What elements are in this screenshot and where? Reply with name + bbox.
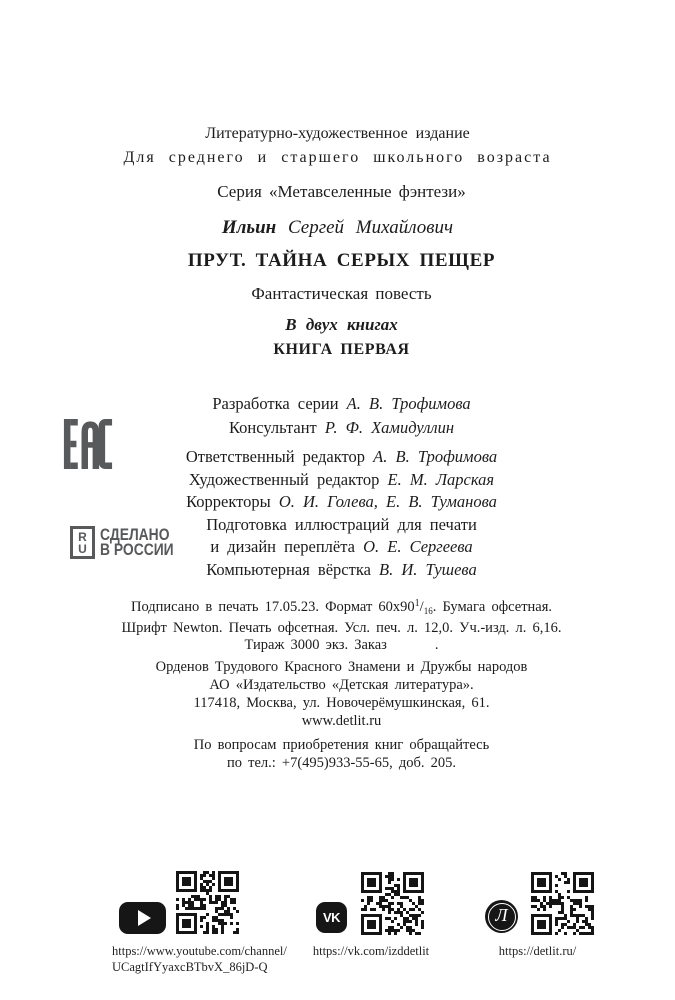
book-title: ПРУТ. ТАЙНА СЕРЫХ ПЕЩЕР xyxy=(187,250,496,271)
credit-person: О. Е. Сергеева xyxy=(363,537,473,556)
contact-block xyxy=(8,736,675,772)
mir-line-2: В РОССИИ xyxy=(100,540,174,559)
publisher-address-line: 117418, Москва, ул. Новочерёмушкинская, 61. xyxy=(193,695,490,711)
credit-person: Р. Ф. Хамидуллин xyxy=(324,418,455,437)
imprint-block xyxy=(8,595,675,654)
play-triangle-icon xyxy=(138,910,151,926)
qr-code-youtube xyxy=(176,871,239,934)
qr-code-detlit xyxy=(531,872,594,935)
qr-code-vk xyxy=(361,872,424,935)
youtube-url-line-2: UCagtIfYyaxcBTbvX_86jD-Q xyxy=(112,960,268,974)
author-name xyxy=(0,217,675,239)
credit-role: Консультант xyxy=(228,418,317,437)
credit-role: Компьютерная вёрстка xyxy=(206,559,371,579)
vk-icon-label: VK xyxy=(322,910,341,925)
credit-row xyxy=(8,392,675,416)
credit-person: В. И. Тушева xyxy=(379,559,477,579)
imprint-line-2: Шрифт Newton. Печать офсетная. Усл. печ. л. 12,0. Уч.-изд. л. 6,16. xyxy=(121,620,562,636)
imprint-paper-text: . Бумага офсетная. xyxy=(432,599,553,615)
contact-line-1: По вопросам приобретения книг обращайтесь xyxy=(193,737,490,753)
mir-letter-u: U xyxy=(78,541,87,556)
made-in-russia-label xyxy=(100,525,174,559)
book-subtitle: Фантастическая повесть xyxy=(251,284,432,303)
youtube-url-line-1: https://www.youtube.com/channel/ xyxy=(112,944,287,958)
youtube-icon xyxy=(119,902,166,934)
credit-role: Корректоры xyxy=(186,492,271,511)
imprint-format-text: Подписано в печать 17.05.23. Формат 60х90 xyxy=(130,599,415,615)
credit-person: О. И. Голева, Е. В. Туманова xyxy=(278,492,497,511)
contact-phone-line: по тел.: +7(495)933-55-65, доб. 205. xyxy=(226,755,457,771)
credit-role: и дизайн переплёта xyxy=(210,537,355,556)
format-fraction-slash: / xyxy=(419,599,424,615)
mir-letter-r: R xyxy=(78,529,87,544)
edition-type-line: Литературно-художественное издание xyxy=(205,125,470,142)
author-given-names: Сергей Михайлович xyxy=(287,217,454,238)
vk-url-text: https://vk.com/izddetlit xyxy=(312,944,430,958)
detlit-logo-letter: Л xyxy=(495,905,508,925)
publisher-name-line: АО «Издательство «Детская литература». xyxy=(209,677,474,693)
imprint-line-1 xyxy=(8,595,675,620)
author-surname: Ильин xyxy=(221,217,277,238)
vk-icon xyxy=(316,902,347,933)
youtube-url-text xyxy=(112,943,287,975)
credit-row xyxy=(8,559,675,582)
credit-person: А. В. Трофимова xyxy=(346,394,471,413)
credit-role: Разработка серии xyxy=(212,394,339,413)
publisher-website: www.detlit.ru xyxy=(301,713,382,729)
publisher-block xyxy=(8,658,675,730)
publisher-awards-line: Орденов Трудового Красного Знамени и Дружбы народов xyxy=(155,659,528,675)
series-line: Серия «Метавселенные фэнтези» xyxy=(217,182,466,201)
credit-person: Е. М. Ларская xyxy=(387,469,495,489)
order-line-period: . xyxy=(434,637,439,653)
made-in-russia-ru-box xyxy=(70,526,95,559)
detlit-url-text: https://detlit.ru/ xyxy=(498,944,577,958)
format-fraction-denominator: 16 xyxy=(423,606,433,616)
print-run-text: Тираж 3000 экз. Заказ xyxy=(244,637,387,653)
credit-row xyxy=(8,491,675,514)
credit-role: Художественный редактор xyxy=(188,469,380,489)
format-fraction-numerator: 1 xyxy=(414,598,420,609)
volumes-note: В двух книгах xyxy=(285,315,398,334)
credit-person: А. В. Трофимова xyxy=(373,447,498,466)
credit-role: Подготовка иллюстраций для печати xyxy=(206,514,477,534)
credit-role: Ответственный редактор xyxy=(185,447,366,466)
detlit-logo-icon xyxy=(485,900,518,933)
mir-line-1: СДЕЛАНО xyxy=(100,525,170,544)
made-in-russia-icon xyxy=(70,526,188,559)
age-category-line: Для среднего и старшего школьного возраста xyxy=(123,149,552,166)
imprint-line-3 xyxy=(8,637,675,654)
eac-mark-icon xyxy=(62,419,114,474)
book-number: КНИГА ПЕРВАЯ xyxy=(273,341,410,358)
